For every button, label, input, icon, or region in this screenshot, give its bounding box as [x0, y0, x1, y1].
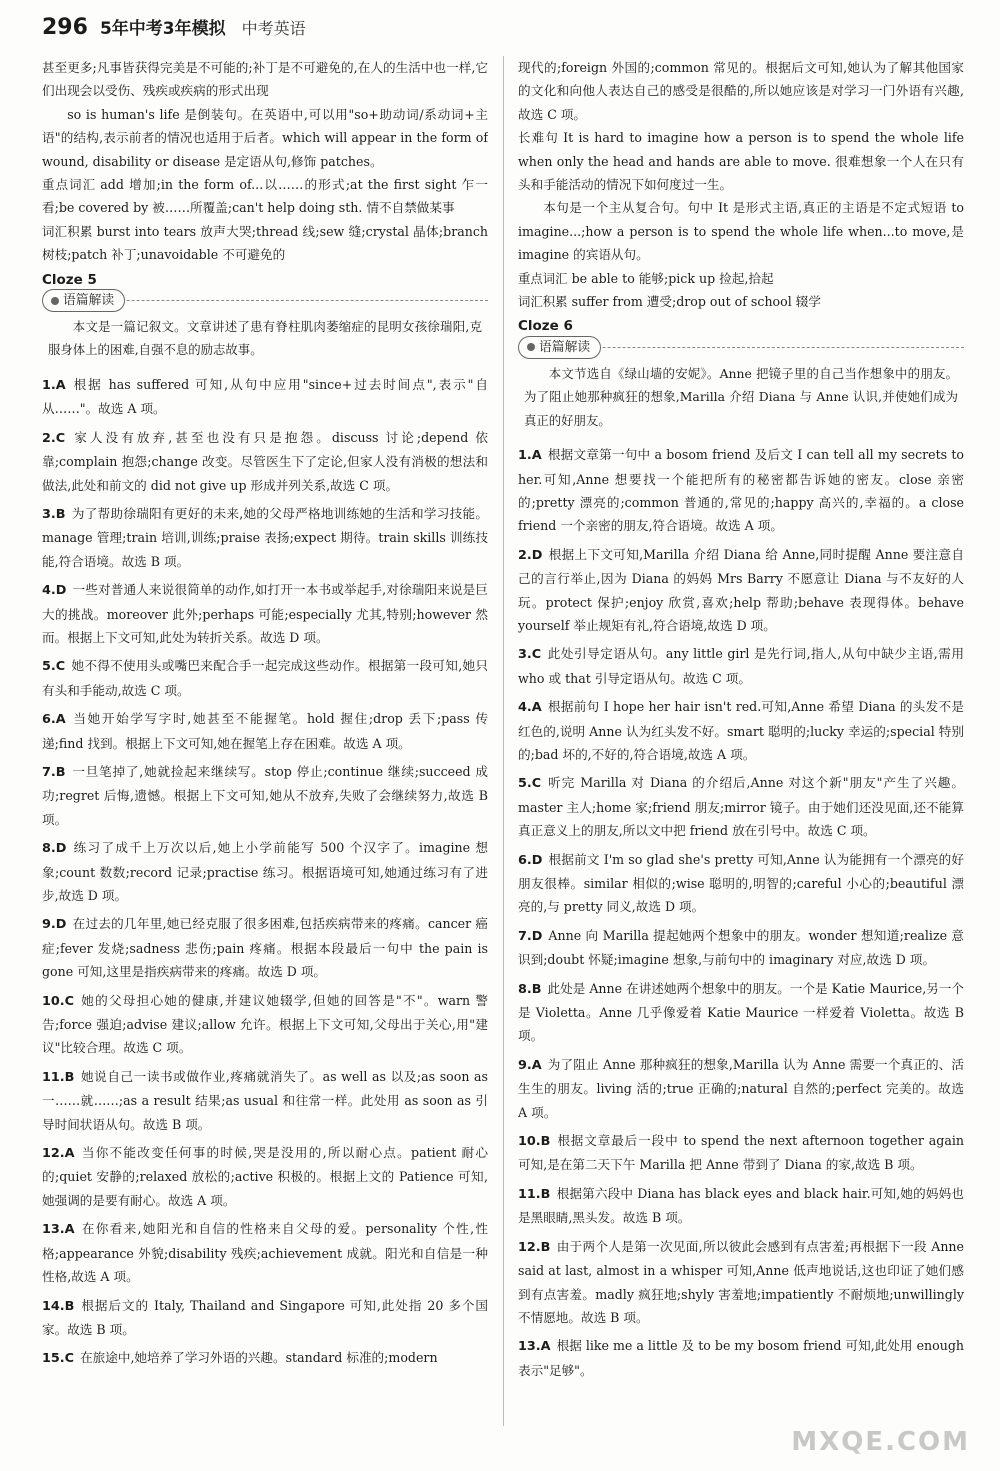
long-sentence-text: It is hard to imagine how a person is to spend the whole life when only the head and hands are able to move. 很难想象一个人在只有头和手能活动的情况下如何度过一生。 [518, 130, 964, 193]
right-column [518, 56, 964, 1456]
answer-item [518, 848, 964, 919]
answer-item [42, 912, 488, 983]
vocab-text: burst into tears 放声大哭;thread 线;sew 缝;crystal 晶体;branch 树枝;patch 补丁;unavoidable 不可避免的 [42, 223, 488, 263]
answer-item [518, 1129, 964, 1177]
answer-item [42, 502, 488, 573]
passage-analysis-text: 本文节选自《绿山墙的安妮》。Anne 把镜子里的自己当作想象中的朋友。为了阻止她那种疯狂的想象,Marilla 介绍 Diana 与 Anne 认识,并使她们成为真正的好朋友。 [524, 365, 958, 428]
cloze-6-title: Cloze 6 [518, 318, 573, 335]
answer-item [518, 771, 964, 842]
answer-item [42, 1346, 488, 1370]
page-header [42, 14, 306, 46]
answer-explanation: 她说自己一读书或做作业,疼痛就消失了。as well as 以及;as soon as 一……就……;as a result 结果;as usual 和往常一样。此处用 as soon as 引导时间状语从句。故选 B 项。 [42, 1068, 488, 1132]
answer-number: 7.B [42, 764, 66, 780]
answer-explanation: 当你不能改变任何事的时候,哭是没用的,所以耐心点。patient 耐心的;quiet 安静的;relaxed 放松的;active 积极的。根据上文的 Patience 可知,她强调的是要有耐心。故选 A 项。 [42, 1145, 488, 1208]
answer-explanation: 由于两个人是第一次见面,所以彼此会感到有点害羞;再根据下一段 Anne said at last, almost in a whisper 可知,Anne 低声地说话,这也印证了她们感到有点害羞。madly 疯狂地;shyly 害羞地;impatiently 不耐烦地;unwillingly 不情愿地。故选 B 项。 [518, 1238, 964, 1325]
answer-item [42, 989, 488, 1060]
cloze-5-title: Cloze 5 [42, 271, 97, 288]
vocab-text: suffer from 遭受;drop out of school 辍学 [571, 294, 821, 310]
answer-item [518, 443, 964, 538]
answer-explanation: 此处是 Anne 在讲述她两个想象中的朋友。一个是 Katie Maurice,另一个是 Violetta。Anne 几乎像爱着 Katie Maurice 一样爱着 Violetta。故选 B 项。 [518, 980, 964, 1044]
answer-number: 8.D [42, 841, 67, 857]
answer-number: 12.A [42, 1146, 75, 1162]
answer-explanation: 一些对普通人来说很简单的动作,如打开一本书或举起手,对徐瑞阳来说是巨大的挑战。moreover 此外;perhaps 可能;especially 尤其,特别;however 然而。根据上下文可知,此处为转折关系。故选 D 项。 [42, 582, 488, 645]
answer-number: 14.B [42, 1298, 75, 1314]
right-vocab-2 [518, 290, 964, 313]
answer-explanation: 家人没有放弃,甚至也没有只是抱怨。discuss 讨论;depend 依靠;complain 抱怨;change 改变。尽管医生下了定论,但家人没有消极的想法和做法,此处和前文的 did not give up 形成并列关系,故选 C 项。 [42, 429, 488, 493]
passage-analysis-badge [518, 336, 601, 359]
answer-number: 10.B [518, 1134, 551, 1150]
answer-explanation: 听完 Marilla 对 Diana 的介绍后,Anne 对这个新"朋友"产生了兴趣。master 主人;home 家;friend 朋友;mirror 镜子。由于她们还没见面,还不能算真正意义上的朋友,所以文中把 friend 放在引号中。故选 C 项。 [518, 775, 964, 839]
answer-explanation: 根据前句 I hope her hair isn't red.可知,Anne 希望 Diana 的头发不是红色的,说明 Anne 认为红头发不好。smart 聪明的;lucky 幸运的;special 特别的;bad 坏的,不好的,符合语境,故选 A 项。 [518, 699, 964, 762]
answer-number: 6.D [518, 852, 543, 868]
answer-explanation: 练习了成千上万次以后,她上小学前能写 500 个汉字了。imagine 想象;count 数数;record 记录;practise 练习。根据语境可知,她通过练习有了进步,故选 D 项。 [42, 840, 488, 903]
bullet-icon [527, 343, 535, 351]
answer-item [42, 578, 488, 649]
answer-explanation: 根据文章第一句中 a bosom friend 及后文 I can tell all my secrets to her.可知,Anne 想要找一个能把所有的秘密都告诉她的密友。close 亲密的;pretty 漂亮的;common 普通的,常见的;happy 高兴的,幸福的。a close friend 一个亲密的朋友,符合语境。故选 A 项。 [518, 447, 964, 534]
answer-number: 13.A [42, 1222, 75, 1238]
answer-item [518, 1334, 964, 1382]
answer-item [518, 977, 964, 1048]
answer-number: 15.C [42, 1351, 75, 1367]
answer-explanation: 一旦笔掉了,她就捡起来继续写。stop 停止;continue 继续;succeed 成功;regret 后悔,遗憾。根据上下文可知,她从不放弃,失败了会继续努力,故选 B 项。 [42, 763, 488, 827]
long-sentence-tag: 长难句 [518, 130, 560, 146]
answer-explanation: 根据 has suffered 可知,从句中应用"since+过去时间点",表示"自从……"。故选 A 项。 [42, 376, 488, 417]
answer-number: 9.D [42, 917, 67, 933]
left-vocab-2 [42, 220, 488, 267]
answer-item [518, 1053, 964, 1124]
answer-number: 3.B [42, 506, 66, 522]
answer-explanation: 根据前文 I'm so glad she's pretty 可知,Anne 认为能拥有一个漂亮的好朋友很棒。similar 相似的;wise 聪明的,明智的;careful 小心的;beautiful 漂亮的,与 pretty 同义,故选 D 项。 [518, 851, 964, 915]
left-column [42, 56, 488, 1456]
answer-item [518, 543, 964, 638]
answer-number: 4.A [518, 700, 542, 716]
answer-explanation: 当她开始学写字时,她甚至不能握笔。hold 握住;drop 丢下;pass 传递;find 找到。根据上下文可知,她在握笔上存在困难。故选 A 项。 [42, 711, 488, 751]
answer-explanation: 根据 like me a little 及 to be my bosom friend 可知,此处用 enough 表示"足够"。 [518, 1338, 964, 1378]
answer-explanation: 她的父母担心她的健康,并建议她辍学,但她的回答是"不"。warn 警告;force 强迫;advise 建议;allow 允许。根据上下文可知,父母出于关心,用"建议"比较合理。故选 C 项。 [42, 992, 488, 1056]
answer-number: 12.B [518, 1239, 551, 1255]
answer-number: 1.A [42, 377, 66, 393]
right-answer-list [518, 443, 964, 1382]
answer-number: 2.D [518, 547, 543, 563]
column-divider [503, 56, 504, 1426]
answer-explanation: 在过去的几年里,她已经克服了很多困难,包括疾病带来的疼痛。cancer 癌症;fever 发烧;sadness 悲伤;pain 疼痛。根据本段最后一句中 the pain is gone 可知,这里是指疾病带来的疼痛。故选 D 项。 [42, 916, 488, 980]
answer-explanation: 她不得不使用头或嘴巴来配合手一起完成这些动作。根据第一段可知,她只有头和手能动,故选 C 项。 [42, 658, 488, 698]
answer-number: 10.C [42, 993, 75, 1009]
passage-analysis-text: 本文是一篇记叙文。文章讲述了患有脊柱肌肉萎缩症的昆明女孩徐瑞阳,克服身体上的困难,自强不息的励志故事。 [48, 319, 482, 358]
answer-number: 4.D [42, 583, 67, 599]
answer-item [518, 642, 964, 690]
bullet-icon [51, 297, 59, 305]
answer-item [42, 836, 488, 907]
answer-explanation: 根据第六段中 Diana has black eyes and black hair.可知,她的妈妈也是黑眼睛,黑头发。故选 B 项。 [518, 1185, 964, 1226]
passage-analysis-badge [42, 289, 125, 312]
watermark-logo: MXQE.COM [791, 1427, 970, 1457]
answer-explanation: 在旅途中,她培养了学习外语的兴趣。standard 标准的;modern [80, 1350, 438, 1366]
answer-item [42, 707, 488, 755]
left-intro-2: so is human's life 是倒装句。在英语中,可以用"so+助动词/系动词+主语"的结构,表示前者的情况也适用于后者。which will appear in the form of wound, disability or disease 是定语从句,修饰 patches。 [42, 106, 488, 169]
right-vocab-1 [518, 267, 964, 290]
answer-number: 2.C [42, 430, 66, 446]
vocab-text: be able to 能够;pick up 捡起,拾起 [571, 270, 774, 286]
answer-number: 3.C [518, 647, 542, 663]
answer-item [518, 924, 964, 972]
answer-number: 6.A [42, 712, 66, 728]
answer-explanation: 在你看来,她阳光和自信的性格来自父母的爱。personality 个性,性格;appearance 外貌;disability 残疾;achievement 成就。阳光和自信是一种性格,故选 A 项。 [42, 1221, 488, 1285]
answer-item [42, 1294, 488, 1342]
vocab-tag: 词汇积累 [42, 223, 93, 239]
answer-explanation: 此处引导定语从句。any little girl 是先行词,指人,从句中缺少主语,需用 who 或 that 引导定语从句。故选 C 项。 [518, 646, 964, 686]
left-intro-1: 甚至更多;凡事皆获得完美是不可能的;补丁是不可避免的,在人的生活中也一样,它们出现会以受伤、残疾或疾病的形式出现 [42, 60, 488, 99]
answer-explanation: Anne 向 Marilla 提起她两个想象中的朋友。wonder 想知道;realize 意识到;doubt 怀疑;imagine 想象,与前句中的 imaginary 对应,故选 D 项。 [518, 927, 964, 968]
right-continuation: 现代的;foreign 外国的;common 常见的。根据后文可知,她认为了解其他国家的文化和向他人表达自己的感受是很酷的,所以她应该是对学习一门外语有兴趣,故选 C 项。 [518, 60, 964, 122]
left-vocab-1 [42, 173, 488, 220]
page-number: 296 [42, 15, 88, 40]
answer-explanation: 根据后文的 Italy, Thailand and Singapore 可知,此处指 20 多个国家。故选 B 项。 [42, 1297, 488, 1337]
long-sentence [518, 126, 964, 196]
answer-number: 11.B [518, 1186, 551, 1202]
answer-item [518, 1182, 964, 1230]
answer-item [42, 373, 488, 421]
badge-label: 语篇解读 [63, 293, 115, 309]
answer-number: 8.B [518, 981, 542, 997]
answer-number: 5.C [518, 776, 542, 792]
answer-number: 11.B [42, 1069, 75, 1085]
answer-item [42, 426, 488, 497]
vocab-tag: 重点词汇 [42, 177, 97, 193]
answer-item [42, 1217, 488, 1288]
vocab-text: add 增加;in the form of...以……的形式;at the first sight 乍一看;be covered by 被……所覆盖;can't help doing sth. 情不自禁做某事 [42, 177, 488, 216]
long-sentence-analysis: 本句是一个主从复合句。句中 It 是形式主语,真正的主语是不定式短语 to imagine...;how a person is to spend the whole life when...to move,是 imagine 的宾语从句。 [518, 200, 964, 263]
answer-item [42, 760, 488, 831]
answer-item [42, 654, 488, 702]
subject-title: 中考英语 [241, 19, 306, 38]
vocab-tag: 词汇积累 [518, 294, 568, 310]
answer-explanation: 为了阻止 Anne 那种疯狂的想象,Marilla 认为 Anne 需要一个真正的、活生生的朋友。living 活的;true 正确的;natural 自然的;perfect 完美的。故选 A 项。 [518, 1056, 964, 1120]
answer-item [518, 1235, 964, 1330]
badge-label: 语篇解读 [539, 339, 591, 355]
book-title: 5年中考3年模拟 [99, 19, 226, 39]
answer-number: 7.D [518, 928, 543, 944]
answer-number: 5.C [42, 659, 66, 675]
passage-analysis-box [42, 293, 488, 368]
vocab-tag: 重点词汇 [518, 270, 568, 286]
answer-explanation: 根据上下文可知,Marilla 介绍 Diana 给 Anne,同时提醒 Anne 要注意自己的言行举止,因为 Diana 的妈妈 Mrs Barry 不愿意让 Diana 与不友好的人玩。protect 保护;enjoy 欣赏,喜欢;help 帮助;behave 表现得体。behave yourself 举止规矩有礼,符合语境,故选 D 项。 [518, 546, 964, 633]
answer-item [518, 695, 964, 766]
answer-number: 1.A [518, 448, 542, 464]
answer-number: 13.A [518, 1339, 551, 1355]
answer-explanation: 为了帮助徐瑞阳有更好的未来,她的父母严格地训练她的生活和学习技能。manage 管理;train 培训,训练;praise 表扬;expect 期待。train skills 训练技能,符合语境。故选 B 项。 [42, 505, 488, 569]
answer-number: 9.A [518, 1057, 542, 1073]
left-answer-list [42, 373, 488, 1371]
answer-item [42, 1065, 488, 1136]
answer-item [42, 1141, 488, 1212]
passage-analysis-box [518, 339, 964, 438]
answer-explanation: 根据文章最后一段中 to spend the next afternoon together again 可知,是在第二天下午 Marilla 把 Anne 带到了 Diana 的家,故选 B 项。 [518, 1133, 964, 1173]
